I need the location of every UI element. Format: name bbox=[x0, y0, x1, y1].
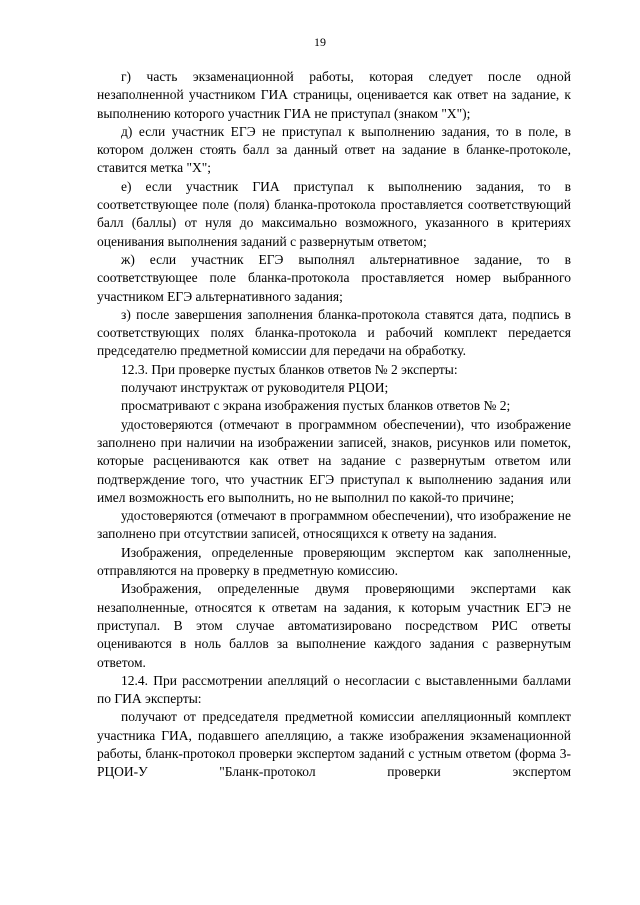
paragraph-empty-images: Изображения, определенные двумя проверяющими экспертами как незаполненные, относятся к ответам на задания, к которым участник ЕГЭ не приступал. В этом случае автоматизировано посредством РИС ответы оцениваются в ноль баллов за выполнение каждого задания с развернутым ответом. bbox=[97, 581, 571, 670]
paragraph-zh: ж) если участник ЕГЭ выполнял альтернативное задание, то в соответствующее поле бланка-протокола проставляется номер выбранного участником ЕГЭ альтернативного задания; bbox=[97, 251, 571, 304]
list-item-filled: удостоверяются (отмечают в программном обеспечении), что изображение заполнено при наличии на изображении записей, знаков, рисунков или пометок, которые расцениваются как ответ на задание с развернутым ответом или подтверждение того, что участник ЕГЭ приступал к выполнению задания или имел возможность его выполнить, но не выполнил по какой-то причине; bbox=[97, 416, 571, 505]
list-item-receive-kit: получают от председателя предметной комиссии апелляционный комплект участника ГИА, подавшего апелляцию, а также изображения экзаменационной работы, бланк-протокол проверки экспертом заданий с устным ответом (форма 3-РЦОИ-У "Бланк-протокол проверки экспертом bbox=[97, 709, 571, 780]
section-12-3-heading: 12.3. При проверке пустых бланков ответов № 2 эксперты: bbox=[121, 361, 458, 377]
paragraph-filled-images: Изображения, определенные проверяющим экспертом как заполненные, отправляются на проверку в предметную комиссию. bbox=[97, 544, 571, 579]
section-12-4-heading: 12.4. При рассмотрении апелляций о несогласии с выставленными баллами по ГИА эксперты: bbox=[97, 672, 571, 707]
page-number: 19 bbox=[314, 35, 326, 49]
page-body bbox=[97, 68, 571, 782]
paragraph-d: д) если участник ЕГЭ не приступал к выполнению задания, то в поле, в котором должен стоять балл за данный ответ на задание в бланке-протоколе, ставится метка "X"; bbox=[97, 123, 571, 176]
paragraph-e: е) если участник ГИА приступал к выполнению задания, то в соответствующее поле (поля) бланка-протокола проставляется соответствующий балл (баллы) от нуля до максимально возможного, указанного в критериях оценивания выполнения заданий с развернутым ответом; bbox=[97, 178, 571, 249]
list-item-not-filled: удостоверяются (отмечают в программном обеспечении), что изображение не заполнено при отсутствии записей, относящихся к ответу на задания. bbox=[97, 508, 571, 542]
list-item-briefing: получают инструктаж от руководителя РЦОИ; bbox=[121, 380, 389, 396]
paragraph-z: з) после завершения заполнения бланка-протокола ставятся дата, подпись в соответствующих полях бланка-протокола и рабочий комплект передается председателю предметной комиссии для передачи на обработку. bbox=[97, 306, 571, 359]
paragraph-g: г) часть экзаменационной работы, которая следует после одной незаполненной участником ГИА страницы, оценивается как ответ на задание, к выполнению которого участник ГИА не приступал (знаком "X"); bbox=[97, 69, 571, 121]
list-item-view-images: просматривают с экрана изображения пустых бланков ответов № 2; bbox=[121, 398, 511, 414]
